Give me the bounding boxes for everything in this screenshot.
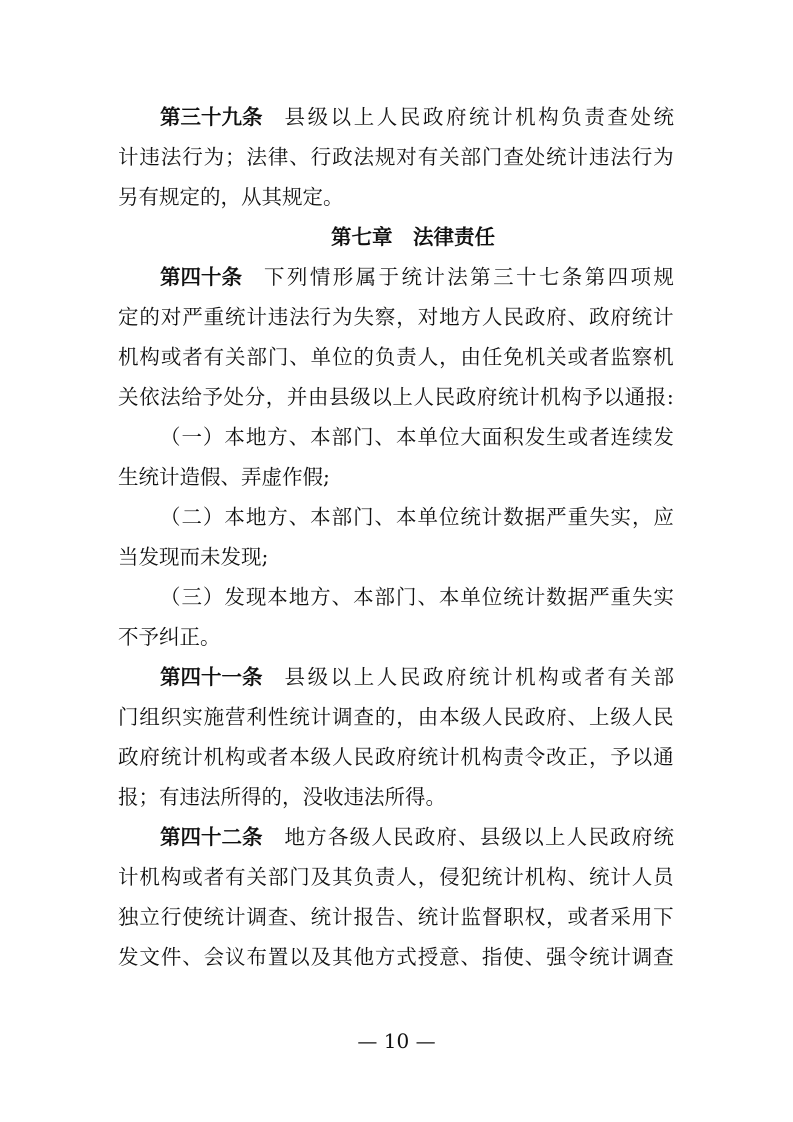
text-line: [118, 937, 674, 977]
page-number: — 10 —: [357, 1029, 436, 1053]
line-text: 政 府 统 计 机 构 或 者 本 级 人 民 政 府 统 计 机 构 责 令 改 正 ， 予 以 通: [118, 745, 674, 769]
line-text: （ 一 ） 本 地 方 、 本 部 门 、 本 单 位 大 面 积 发 生 或 者 连 续 发: [160, 425, 674, 449]
line-text: 地 方 各 级 人 民 政 府 、 县 级 以 上 人 民 政 府 统: [284, 825, 674, 849]
line-text: 发 文 件 、 会 议 布 置 以 及 其 他 方 式 授 意 、 指 使 、 强 令 统 计 调 查: [118, 945, 674, 969]
article-first-line: [118, 97, 674, 137]
article-first-line: [118, 657, 674, 697]
text-line: [118, 377, 674, 417]
line-text: 报；有违法所得的，没收违法所得。: [118, 785, 446, 809]
text-line: [118, 537, 674, 577]
line-text: 计 机 构 或 者 有 关 部 门 及 其 负 责 人 ， 侵 犯 统 计 机 构 、 统 计 人 员: [118, 865, 674, 889]
text-line: [118, 497, 674, 537]
line-text: 门 组 织 实 施 营 利 性 统 计 调 查 的 ， 由 本 级 人 民 政 府 、 上 级 人 民: [118, 705, 674, 729]
line-text: 计 违 法 行 为 ； 法 律 、 行 政 法 规 对 有 关 部 门 查 处 统 计 违 法 行 为: [118, 145, 674, 169]
line-text: 另有规定的，从其规定。: [118, 185, 344, 209]
text-line: [118, 777, 674, 817]
chapter-heading-text: 第七章 法律责任: [331, 225, 495, 249]
text-line: [118, 897, 674, 937]
article-number: 第四十一条: [160, 665, 263, 689]
article-number: 第四十条: [160, 265, 242, 289]
text-line: [118, 337, 674, 377]
line-text: 当发现而未发现;: [118, 545, 269, 569]
line-text: 县 级 以 上 人 民 政 府 统 计 机 构 或 者 有 关 部: [284, 665, 674, 689]
line-text: （ 三 ） 发 现 本 地 方 、 本 部 门 、 本 单 位 统 计 数 据 严 重 失 实: [160, 585, 674, 609]
text-line: [118, 617, 674, 657]
line-text: 县 级 以 上 人 民 政 府 统 计 机 构 负 责 查 处 统: [284, 105, 674, 129]
line-text: 定 的 对 严 重 统 计 违 法 行 为 失 察 ， 对 地 方 人 民 政 府 、 政 府 统 计: [118, 305, 674, 329]
chapter-heading: [118, 217, 674, 257]
body-text: [118, 97, 674, 977]
article-first-line: [118, 817, 674, 857]
text-line: [118, 857, 674, 897]
text-line: [118, 137, 674, 177]
text-line: [118, 697, 674, 737]
line-text: 下 列 情 形 属 于 统 计 法 第 三 十 七 条 第 四 项 规: [264, 265, 674, 289]
article-first-line: [118, 257, 674, 297]
line-text: 生统计造假、弄虚作假;: [118, 465, 330, 489]
text-line: [118, 417, 674, 457]
article-number: 第四十二条: [160, 825, 263, 849]
article-number: 第三十九条: [160, 105, 263, 129]
text-line: [118, 737, 674, 777]
line-text: 关 依 法 给 予 处 分 ， 并 由 县 级 以 上 人 民 政 府 统 计 机 构 予 以 通 报 :: [118, 385, 674, 409]
text-line: [118, 177, 674, 217]
line-text: 不予纠正。: [118, 625, 221, 649]
text-line: [118, 577, 674, 617]
line-text: 机 构 或 者 有 关 部 门 、 单 位 的 负 责 人 ， 由 任 免 机 关 或 者 监 察 机: [118, 345, 674, 369]
text-line: [118, 457, 674, 497]
line-text: 独 立 行 使 统 计 调 查 、 统 计 报 告 、 统 计 监 督 职 权 ， 或 者 采 用 下: [118, 905, 674, 929]
text-line: [118, 297, 674, 337]
line-text: （ 二 ） 本 地 方 、 本 部 门 、 本 单 位 统 计 数 据 严 重 失 实 ， 应: [160, 505, 674, 529]
